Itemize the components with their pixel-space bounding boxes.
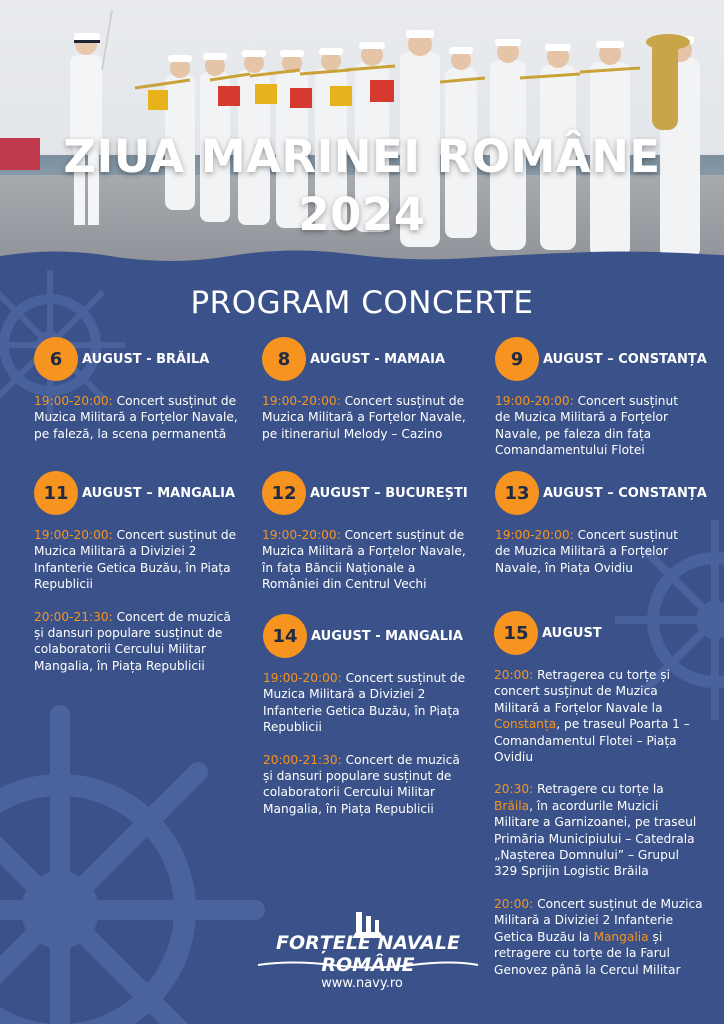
event-description	[34, 527, 244, 593]
event-description	[494, 667, 706, 765]
event-description	[34, 393, 244, 442]
event-time: 19:00-20:00:	[34, 528, 113, 542]
event-text: și retragere cu torțe de la Farul Genovez până la Cercul Militar	[494, 929, 681, 977]
event-text: Concert susținut de Muzica Militară a Forțelor Navale, în Piața Ovidiu	[495, 528, 678, 575]
title-line-2: 2024	[298, 188, 426, 241]
event-card	[262, 337, 472, 442]
event-time: 20:00-21:30:	[34, 609, 113, 624]
date-badge: 8	[262, 337, 306, 381]
event-description	[262, 393, 472, 442]
event-card	[263, 614, 473, 817]
event-time: 19:00-20:00:	[34, 394, 113, 408]
event-time: 19:00-20:00:	[262, 394, 341, 408]
event-header	[262, 471, 472, 515]
date-badge: 12	[262, 471, 306, 515]
event-time: 19:00-20:00:	[495, 528, 574, 542]
event-text: , în acordurile Muzicii Militare a Garnizoanei, pe traseul Primăria Municipiului – Catedrala „Nașterea Domnului” – Grupul 329 Sprijin Logistic Brăila	[494, 798, 697, 879]
event-header	[34, 471, 244, 515]
event-time: 19:00-20:00:	[495, 394, 574, 408]
date-badge: 15	[494, 611, 538, 655]
date-badge: 9	[495, 337, 539, 381]
event-header	[494, 611, 706, 655]
highlighted-city: Mangalia	[593, 929, 649, 944]
event-location: AUGUST - MANGALIA	[311, 628, 463, 644]
event-description	[262, 527, 472, 593]
event-text: Concert susținut de Muzica Militară a Forțelor Navale, pe faleză, la scena permanentă	[34, 394, 238, 441]
event-location: AUGUST – CONSTANȚA	[543, 351, 707, 367]
event-time: 20:30:	[494, 782, 534, 797]
event-header	[263, 614, 473, 658]
event-header	[262, 337, 472, 381]
event-location: AUGUST – BUCUREȘTI	[310, 485, 468, 501]
event-description	[495, 527, 695, 576]
event-text: Concert susținut de Muzica Militară a Forțelor Navale, pe faleza din fața Comandamentului Flotei	[495, 394, 678, 458]
event-header	[495, 337, 707, 381]
event-description	[494, 896, 706, 978]
event-text: Retragerea cu torțe și concert susținut de Muzica Militară a Forțelor Navale la	[494, 668, 671, 715]
event-location: AUGUST - MAMAIA	[310, 351, 446, 367]
logo-text: FORȚELE NAVALE ROMÂNE	[276, 932, 460, 976]
event-text: Retragere cu torțe la	[533, 782, 664, 797]
date-badge: 13	[495, 471, 539, 515]
event-card	[495, 471, 707, 576]
event-time: 20:00:	[494, 896, 534, 911]
event-location: AUGUST – MANGALIA	[82, 485, 236, 501]
event-description	[263, 670, 473, 736]
event-text: Concert de muzică și dansuri populare susținut de colaboratorii Cercului Militar Mangalia, în Piața Republicii	[263, 752, 460, 816]
event-text: Concert de muzică și dansuri populare susținut de colaboratorii Cercului Militar Mangalia, în Piața Republicii	[34, 609, 231, 673]
event-description	[495, 393, 695, 459]
date-badge: 14	[263, 614, 307, 658]
website-link[interactable]: www.navy.ro	[321, 976, 403, 991]
event-card	[34, 337, 244, 442]
event-description	[34, 609, 244, 675]
event-location: AUGUST – CONSTANȚA	[543, 485, 707, 501]
event-text: Concert susținut de Muzica Militară a Forțelor Navale, în fața Băncii Naționale a României din Centrul Vechi	[262, 528, 466, 592]
event-card	[262, 471, 472, 593]
title-line-1: ZIUA MARINEI ROMÂNE	[63, 130, 661, 183]
event-card	[495, 337, 707, 459]
event-time: 19:00-20:00:	[263, 671, 342, 685]
page-title	[0, 128, 724, 244]
event-text: Concert susținut de Muzica Militară a Forțelor Navale, pe itinerariul Melody – Cazino	[262, 394, 466, 441]
event-text: Concert susținut de Muzica Militară a Diviziei 2 Infanterie Getica Buzău, în Piața Republicii	[263, 671, 466, 735]
page-subtitle: PROGRAM CONCERTE	[190, 285, 534, 321]
event-card	[494, 611, 706, 978]
event-card	[34, 471, 244, 674]
event-time: 20:00-21:30:	[263, 752, 342, 767]
event-description	[263, 752, 473, 818]
date-badge: 6	[34, 337, 78, 381]
event-header	[495, 471, 707, 515]
navy-logo	[252, 910, 484, 976]
event-text: , pe traseul Poarta 1 – Comandamentul Flotei – Piața Ovidiu	[494, 717, 690, 765]
event-time: 20:00:	[494, 668, 534, 682]
event-time: 19:00-20:00:	[262, 528, 341, 542]
date-badge: 11	[34, 471, 78, 515]
logo-wave-icon	[252, 960, 484, 970]
event-text: Concert susținut de Muzica Militară a Diviziei 2 Infanterie Getica Buzău, în Piața Republicii	[34, 528, 237, 592]
highlighted-city: Brăila	[494, 798, 530, 813]
event-location: AUGUST	[542, 625, 602, 641]
event-text: Concert susținut de Muzica Militară a Diviziei 2 Infanterie Getica Buzău la	[494, 896, 703, 944]
event-header	[34, 337, 244, 381]
event-description	[494, 781, 706, 879]
highlighted-city: Constanța	[494, 717, 557, 732]
event-location: AUGUST - BRĂILA	[82, 351, 210, 367]
